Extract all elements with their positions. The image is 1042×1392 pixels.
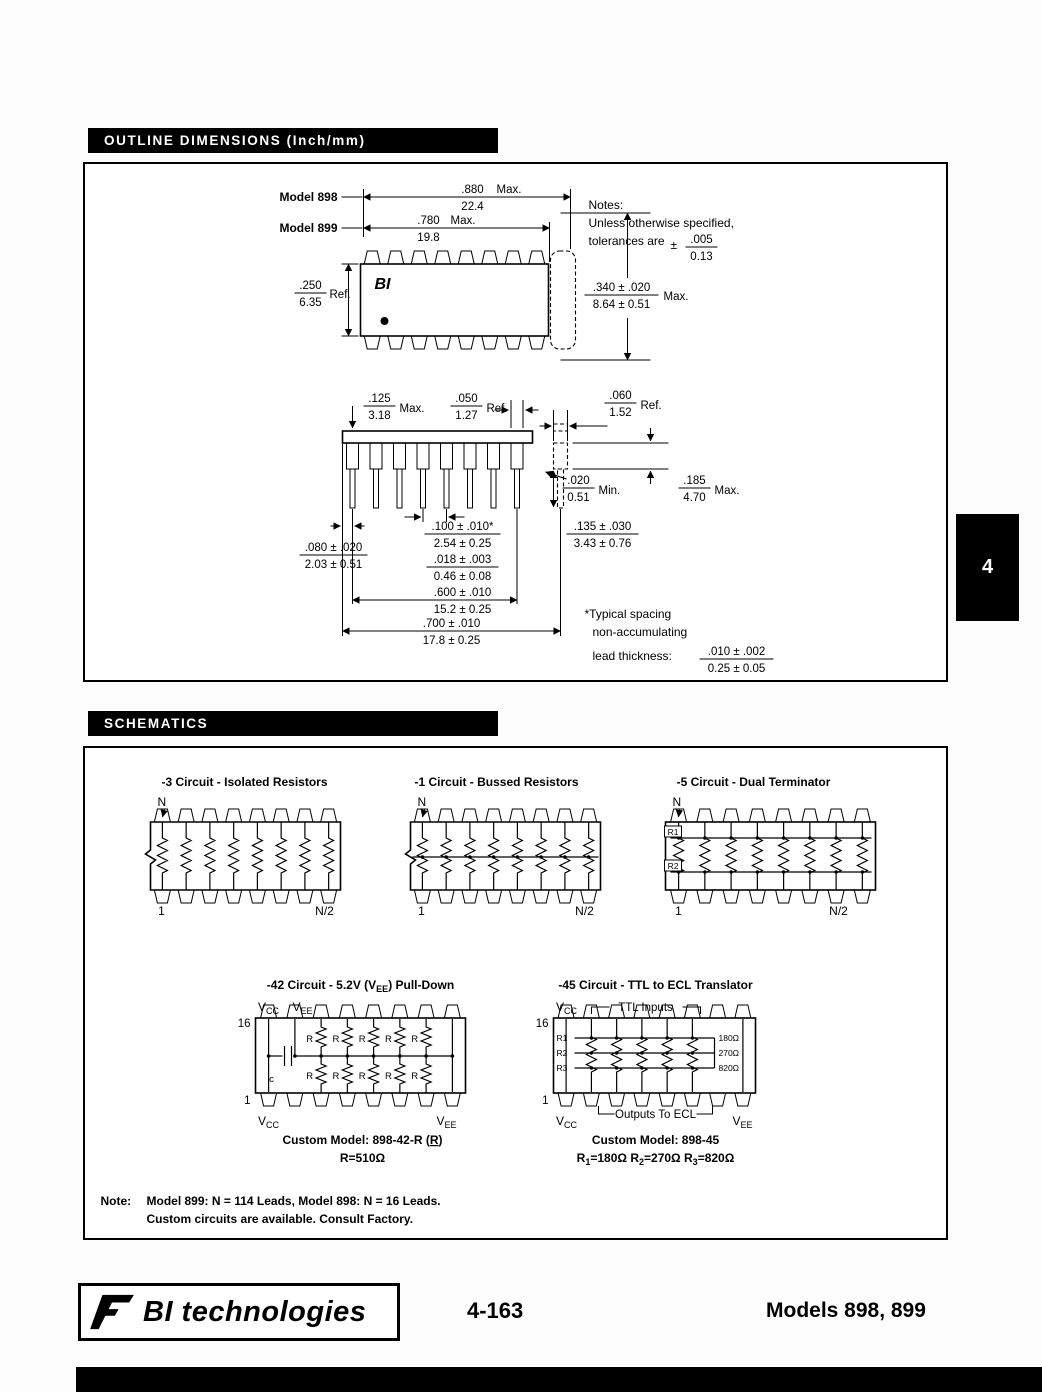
dim-780-in: .780 bbox=[417, 215, 440, 227]
schematic-45-outputs-label: Outputs To ECL bbox=[615, 1109, 696, 1121]
dim-060-sfx: Ref. bbox=[640, 400, 662, 412]
schematic-5-r2-label: R2 bbox=[667, 861, 679, 871]
dim-018 bbox=[427, 554, 499, 583]
dim-125-in: .125 bbox=[368, 393, 391, 405]
notes-line3: tolerances are bbox=[588, 234, 665, 248]
schematic-45-value-180: 180Ω bbox=[718, 1033, 740, 1043]
dim-700-mm: 17.8 ± 0.25 bbox=[422, 635, 481, 647]
dim-250 bbox=[295, 264, 359, 336]
schematic-3-resistors bbox=[157, 822, 333, 890]
svg-text:R: R bbox=[332, 1071, 340, 1082]
schematic-42 bbox=[238, 978, 466, 1165]
dim-600-in: .600 ± .010 bbox=[433, 587, 492, 599]
dim-080 bbox=[300, 509, 368, 604]
schematic-42-top-pins bbox=[261, 1005, 461, 1018]
dim-060-mm: 1.52 bbox=[609, 407, 632, 419]
brand-name: BI technologies bbox=[143, 1295, 367, 1328]
schematic-isolated bbox=[146, 775, 341, 918]
outline-section-title: OUTLINE DIMENSIONS (Inch/mm) bbox=[104, 133, 366, 148]
dim-080-in: .080 ± .020 bbox=[304, 542, 363, 554]
dim-340-in: .340 ± .020 bbox=[592, 282, 651, 294]
schematic-5-body bbox=[666, 822, 876, 890]
dim-250-sfx: Ref. bbox=[329, 289, 351, 301]
schematic-3-top-pins bbox=[154, 809, 336, 822]
dashed-shoulder bbox=[554, 443, 568, 469]
schematic-45-r3-label: R3 bbox=[556, 1063, 568, 1073]
schematic-42-vee-bottom: $V_{EE}$ bbox=[436, 1114, 457, 1130]
schematic-5-resistors bbox=[674, 822, 868, 890]
schematic-42-vcc-bottom: $V_{CC}$ bbox=[257, 1114, 280, 1130]
dim-700-in: .700 ± .010 bbox=[422, 618, 481, 630]
page-side-tab bbox=[956, 514, 1019, 621]
notes-plusminus: ± bbox=[670, 238, 678, 252]
bottom-bar bbox=[76, 1367, 1042, 1392]
pin1-indicator-dot bbox=[381, 317, 389, 325]
schematic-45-pin1-label: 1 bbox=[542, 1095, 549, 1107]
svg-text:R: R bbox=[358, 1071, 366, 1082]
schematics-drawing bbox=[85, 748, 946, 1238]
dim-020-in: .020 bbox=[567, 475, 590, 487]
dim-125-mm: 3.18 bbox=[368, 410, 391, 422]
dim-100-mm: 2.54 ± 0.25 bbox=[433, 538, 492, 550]
dim-125 bbox=[353, 393, 425, 428]
dim-185-sfx: Max. bbox=[714, 485, 740, 497]
schematic-45-bottom-pins bbox=[558, 1093, 751, 1106]
schematic-5-bottom-pins bbox=[671, 890, 871, 903]
typical-spacing-note bbox=[585, 607, 774, 675]
footer-logo-box bbox=[78, 1283, 400, 1341]
dip-body bbox=[361, 264, 549, 336]
schematic-5-r1-label: R1 bbox=[667, 827, 679, 837]
tolerance-notes bbox=[589, 198, 734, 263]
dim-125-sfx: Max. bbox=[399, 403, 425, 415]
notes-line1: Notes: bbox=[588, 198, 624, 212]
dim-050 bbox=[451, 393, 539, 428]
schematic-45-ttl-label: TTL Inputs bbox=[618, 1002, 673, 1014]
schematic-5-title: -5 Circuit - Dual Terminator bbox=[676, 775, 831, 789]
schematic-45-value-820: 820Ω bbox=[718, 1063, 740, 1073]
svg-text:R: R bbox=[385, 1071, 392, 1082]
schematic-3-pin1-label: 1 bbox=[158, 904, 165, 918]
bi-logo-icon bbox=[89, 1292, 135, 1332]
dim-880-in: .880 bbox=[461, 184, 484, 196]
schematic-45-r-values: $R_1=180\Omega$ $R_2=270\Omega$ $R_3=820\Omega$ bbox=[576, 1151, 735, 1167]
dim-010-mm: 0.25 ± 0.05 bbox=[707, 663, 766, 675]
schematic-42-title: -42 Circuit - 5.2V $(V_{EE})$ Pull-Down bbox=[266, 978, 455, 994]
dim-250-in: .250 bbox=[299, 280, 322, 292]
note-label: Note: bbox=[100, 1194, 132, 1208]
schematic-3-pin-n-label: N bbox=[157, 795, 167, 809]
dip-top-pins bbox=[364, 251, 545, 264]
schematic-45-r2-label: R2 bbox=[556, 1048, 568, 1058]
schematic-42-vee-top: $V_{EE}$ bbox=[292, 1000, 313, 1016]
schematic-42-custom-model: Custom Model: 898-42-R (R) bbox=[282, 1133, 443, 1147]
dashed-shoulder-top bbox=[554, 424, 568, 431]
dim-780-mm: 19.8 bbox=[417, 232, 440, 244]
typical-line2: non-accumulating bbox=[592, 625, 688, 639]
dim-060 bbox=[540, 390, 662, 441]
schematic-1-bottom-pins bbox=[414, 890, 596, 903]
dip-bottom-pins bbox=[364, 336, 545, 349]
dim-100-in: .100 ± .010* bbox=[431, 521, 494, 533]
schematic-42-bottom-pins bbox=[261, 1093, 461, 1106]
optional-pin-dashed-outline bbox=[551, 251, 576, 349]
schematic-42-cap-label: c bbox=[269, 1074, 274, 1085]
schematic-1-body bbox=[406, 822, 601, 890]
schematic-5-pin-n-label: N bbox=[672, 795, 682, 809]
dim-780 bbox=[279, 215, 549, 262]
schematic-42-r-value: R=510Ω bbox=[339, 1151, 386, 1165]
note-line1: Model 899: N = 114 Leads, Model 898: N = 16 Leads. bbox=[146, 1194, 441, 1208]
dim-135-mm: 3.43 ± 0.76 bbox=[573, 538, 632, 550]
schematic-3-body bbox=[146, 822, 341, 890]
tolerance-in: .005 bbox=[690, 234, 713, 246]
dim-340-sfx: Max. bbox=[663, 291, 689, 303]
note-line2: Custom circuits are available. Consult Factory. bbox=[146, 1212, 414, 1226]
dim-880-sfx: Max. bbox=[496, 184, 522, 196]
schematic-1-pin1-label: 1 bbox=[418, 904, 425, 918]
dim-185-in: .185 bbox=[683, 475, 706, 487]
outline-section-header bbox=[88, 128, 498, 153]
dim-340-mm: 8.64 ± 0.51 bbox=[592, 299, 651, 311]
dim-600-mm: 15.2 ± 0.25 bbox=[433, 604, 492, 616]
svg-text:R: R bbox=[411, 1034, 419, 1045]
footer-models: Models 898, 899 bbox=[766, 1299, 926, 1322]
svg-text:R: R bbox=[358, 1034, 366, 1045]
schematic-1-pinN2-label: N/2 bbox=[575, 904, 594, 918]
lead-thickness-label: lead thickness: bbox=[592, 649, 672, 663]
dip-side-view bbox=[343, 424, 568, 508]
schematics-section-header bbox=[88, 711, 498, 736]
dim-250-mm: 6.35 bbox=[299, 297, 322, 309]
schematic-45-resistors bbox=[586, 1019, 697, 1092]
side-shoulders bbox=[347, 443, 524, 469]
schematic-1-title: -1 Circuit - Bussed Resistors bbox=[414, 775, 579, 789]
schematic-45-value-270: 270Ω bbox=[718, 1048, 740, 1058]
schematic-1-top-pins bbox=[414, 809, 596, 822]
schematic-5-pinN2-label: N/2 bbox=[829, 904, 848, 918]
dim-020 bbox=[546, 472, 621, 504]
schematic-45-vee-bottom: $V_{EE}$ bbox=[732, 1114, 753, 1130]
dim-780-sfx: Max. bbox=[450, 215, 476, 227]
chip-logo-text: BI bbox=[374, 276, 391, 293]
svg-text:R: R bbox=[306, 1034, 314, 1045]
dim-100 bbox=[405, 509, 501, 550]
schematic-3-pinN2-label: N/2 bbox=[315, 904, 334, 918]
tolerance-mm: 0.13 bbox=[690, 251, 713, 263]
dim-060-in: .060 bbox=[609, 390, 632, 402]
schematics-box bbox=[83, 746, 948, 1240]
dim-135 bbox=[554, 471, 639, 550]
schematic-45-vcc-top: $V_{CC}$ bbox=[555, 1000, 578, 1016]
schematic-42-pin16-label: 16 bbox=[237, 1018, 251, 1030]
outline-dimensions-box bbox=[83, 162, 948, 682]
dim-050-in: .050 bbox=[455, 393, 478, 405]
dim-020-mm: 0.51 bbox=[567, 492, 590, 504]
dim-020-sfx: Min. bbox=[598, 485, 621, 497]
dim-050-mm: 1.27 bbox=[455, 410, 478, 422]
dim-018-in: .018 ± .003 bbox=[433, 554, 492, 566]
schematic-45-pin16-label: 16 bbox=[535, 1018, 549, 1030]
schematic-5-pin1-label: 1 bbox=[675, 904, 682, 918]
dim-135-in: .135 ± .030 bbox=[573, 521, 632, 533]
svg-text:R: R bbox=[385, 1034, 392, 1045]
typical-line1: *Typical spacing bbox=[584, 607, 672, 621]
schematic-42-vcc-top: $V_{CC}$ bbox=[257, 1000, 280, 1016]
schematic-42-pin1-label: 1 bbox=[244, 1095, 251, 1107]
dim-185-mm: 4.70 bbox=[683, 492, 706, 504]
schematics-section-title: SCHEMATICS bbox=[104, 716, 209, 731]
model-898-label: Model 898 bbox=[279, 190, 338, 204]
schematic-1-pin-n-label: N bbox=[417, 795, 427, 809]
dim-010-in: .010 ± .002 bbox=[707, 646, 766, 658]
model-899-label: Model 899 bbox=[279, 221, 338, 235]
schematic-bussed bbox=[406, 775, 601, 918]
schematic-45-custom-model: Custom Model: 898-45 bbox=[591, 1133, 720, 1147]
schematic-5-top-pins bbox=[671, 809, 871, 822]
dim-050-sfx: Ref. bbox=[486, 403, 508, 415]
dip-top-view bbox=[361, 251, 576, 349]
side-tab-number: 4 bbox=[981, 556, 994, 578]
svg-text:R: R bbox=[306, 1071, 314, 1082]
schematic-45-title: -45 Circuit - TTL to ECL Translator bbox=[558, 978, 753, 992]
schematic-dual-terminator bbox=[665, 775, 876, 918]
schematic-45-r1-label: R1 bbox=[556, 1033, 568, 1043]
page-number: 4-163 bbox=[467, 1298, 524, 1323]
notes-line2: Unless otherwise specified, bbox=[588, 216, 734, 230]
schematic-1-resistors bbox=[417, 822, 593, 890]
schematic-45-vcc-bottom: $V_{CC}$ bbox=[555, 1114, 578, 1130]
dim-018-mm: 0.46 ± 0.08 bbox=[433, 571, 492, 583]
svg-text:R: R bbox=[411, 1071, 419, 1082]
schematic-3-bottom-pins bbox=[154, 890, 336, 903]
schematics-note bbox=[101, 1194, 441, 1226]
side-leads bbox=[350, 469, 520, 508]
outline-drawing bbox=[85, 164, 946, 680]
dim-080-mm: 2.03 ± 0.51 bbox=[304, 559, 363, 571]
svg-text:R: R bbox=[332, 1034, 340, 1045]
schematic-3-title: -3 Circuit - Isolated Resistors bbox=[161, 775, 328, 789]
dim-880-mm: 22.4 bbox=[461, 201, 484, 213]
schematic-45 bbox=[536, 978, 756, 1167]
side-body bbox=[343, 431, 533, 443]
